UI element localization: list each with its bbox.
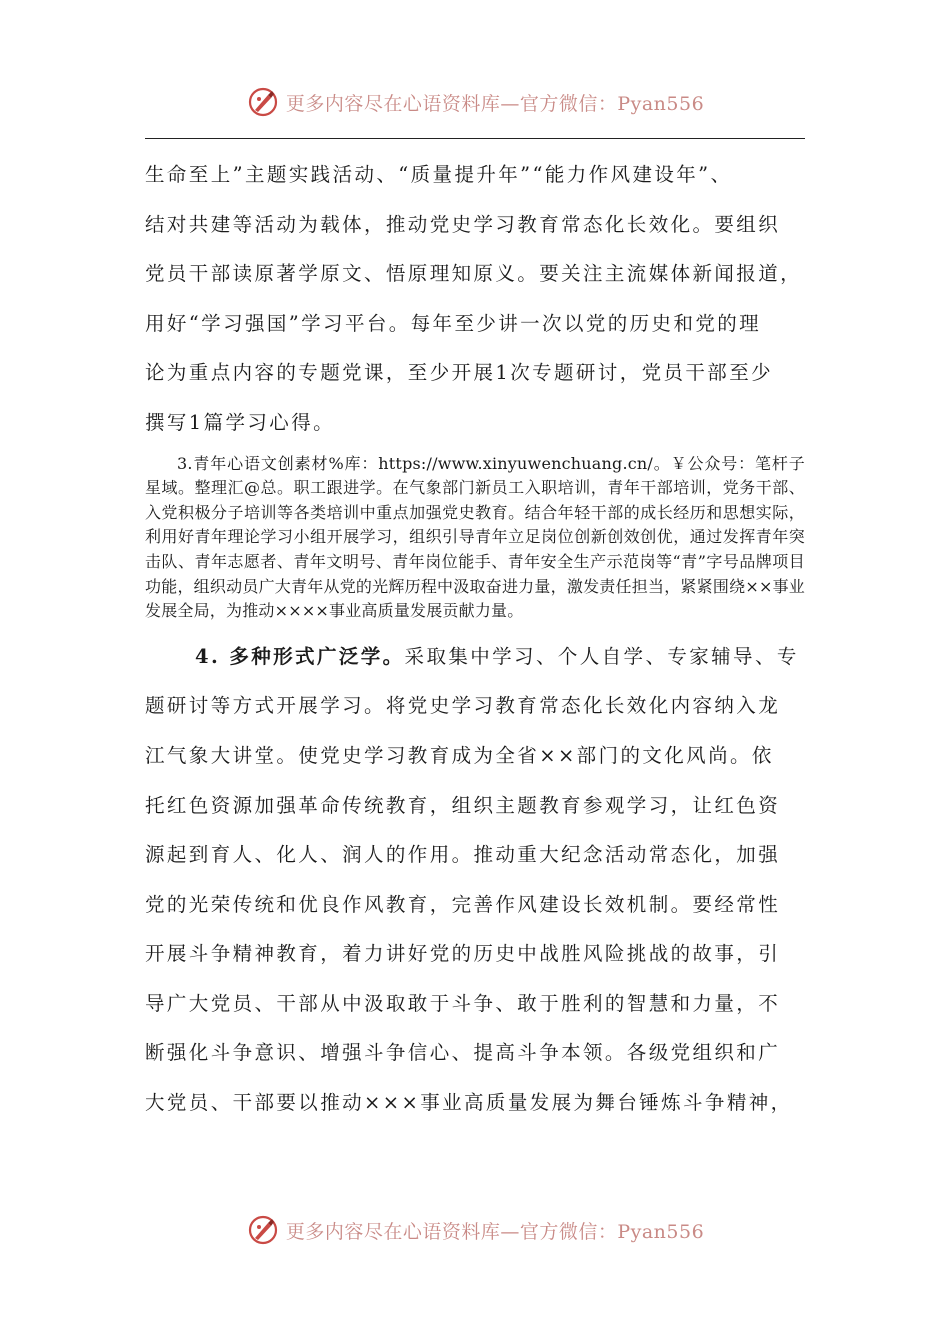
pen-logo-icon bbox=[246, 1213, 280, 1247]
header-banner-inner bbox=[246, 85, 704, 119]
header-banner-text: 更多内容尽在心语资料库—官方微信：Pyan556 bbox=[285, 92, 705, 115]
paragraph-line: 撰写1篇学习心得。 bbox=[145, 410, 336, 434]
pen-logo-icon bbox=[246, 85, 280, 119]
paragraph-line: 托红色资源加强革命传统教育，组织主题教育参观学习，让红色资 bbox=[145, 793, 781, 817]
paragraph-line: 大党员、干部要以推动×××事业高质量发展为舞台锤炼斗争精神， bbox=[145, 1091, 793, 1115]
paragraph-line: 党员干部读原著学原文、悟原理知原义。要关注主流媒体新闻报道， bbox=[145, 262, 803, 286]
section-heading: 4. 多种形式广泛学。 bbox=[195, 644, 405, 668]
header-banner bbox=[0, 80, 950, 124]
paragraph-3 bbox=[145, 632, 805, 1128]
footer-banner-text: 更多内容尽在心语资料库—官方微信：Pyan556 bbox=[285, 1220, 705, 1243]
paragraph-line: 题研讨等方式开展学习。将党史学习教育常态化长效化内容纳入龙 bbox=[145, 694, 781, 718]
document-body bbox=[145, 150, 805, 1128]
paragraph-line: 党的光荣传统和优良作风教育，完善作风建设长效机制。要经常性 bbox=[145, 892, 781, 916]
paragraph-line: 用好“学习强国”学习平台。每年至少讲一次以党的历史和党的理 bbox=[145, 311, 762, 335]
paragraph-line: 结对共建等活动为载体，推动党史学习教育常态化长效化。要组织 bbox=[145, 212, 781, 236]
paragraph-2: 3.青年心语文创素材%库：https://www.xinyuwenchuang.cn/。￥公众号：笔杆子星域。整理汇@总。职工跟进学。在气象部门新员工入职培训，青年干部培训，党务干部、入党积极分子培训等各类培训中重点加强党史教育。结合年轻干部的成长经历和思想实际，利用好青年理论学习小组开展学习，组织引导青年立足岗位创新创效创优，通过发挥青年突击队、青年志愿者、青年文明号、青年岗位能手、青年安全生产示范岗等“青”字号品牌项目功能，组织动员广大青年从党的光辉历程中汲取奋进力量，激发责任担当，紧紧围绕××事业发展全局，为推动××××事业高质量发展贡献力量。 bbox=[145, 453, 805, 621]
heading-line-rest: 采取集中学习、个人自学、专家辅导、专 bbox=[404, 644, 799, 668]
paragraph-line: 论为重点内容的专题党课，至少开展1次专题研讨，党员干部至少 bbox=[145, 361, 774, 385]
paragraph-line: 导广大党员、干部从中汲取敢于斗争、敢于胜利的智慧和力量，不 bbox=[145, 991, 781, 1015]
paragraph-1 bbox=[145, 150, 805, 448]
paragraph-line: 江气象大讲堂。使党史学习教育成为全省××部门的文化风尚。依 bbox=[145, 743, 774, 767]
paragraph-line bbox=[145, 632, 805, 682]
paragraph-line: 开展斗争精神教育，着力讲好党的历史中战胜风险挑战的故事，引 bbox=[145, 942, 781, 966]
header-divider bbox=[145, 138, 805, 139]
footer-banner-inner bbox=[246, 1213, 704, 1247]
footer-banner bbox=[0, 1208, 950, 1252]
paragraph-line: 生命至上”主题实践活动、“质量提升年”“能力作风建设年”、 bbox=[145, 163, 733, 186]
paragraph-line: 源起到育人、化人、润人的作用。推动重大纪念活动常态化，加强 bbox=[145, 843, 781, 867]
paragraph-line: 断强化斗争意识、增强斗争信心、提高斗争本领。各级党组织和广 bbox=[145, 1041, 781, 1065]
